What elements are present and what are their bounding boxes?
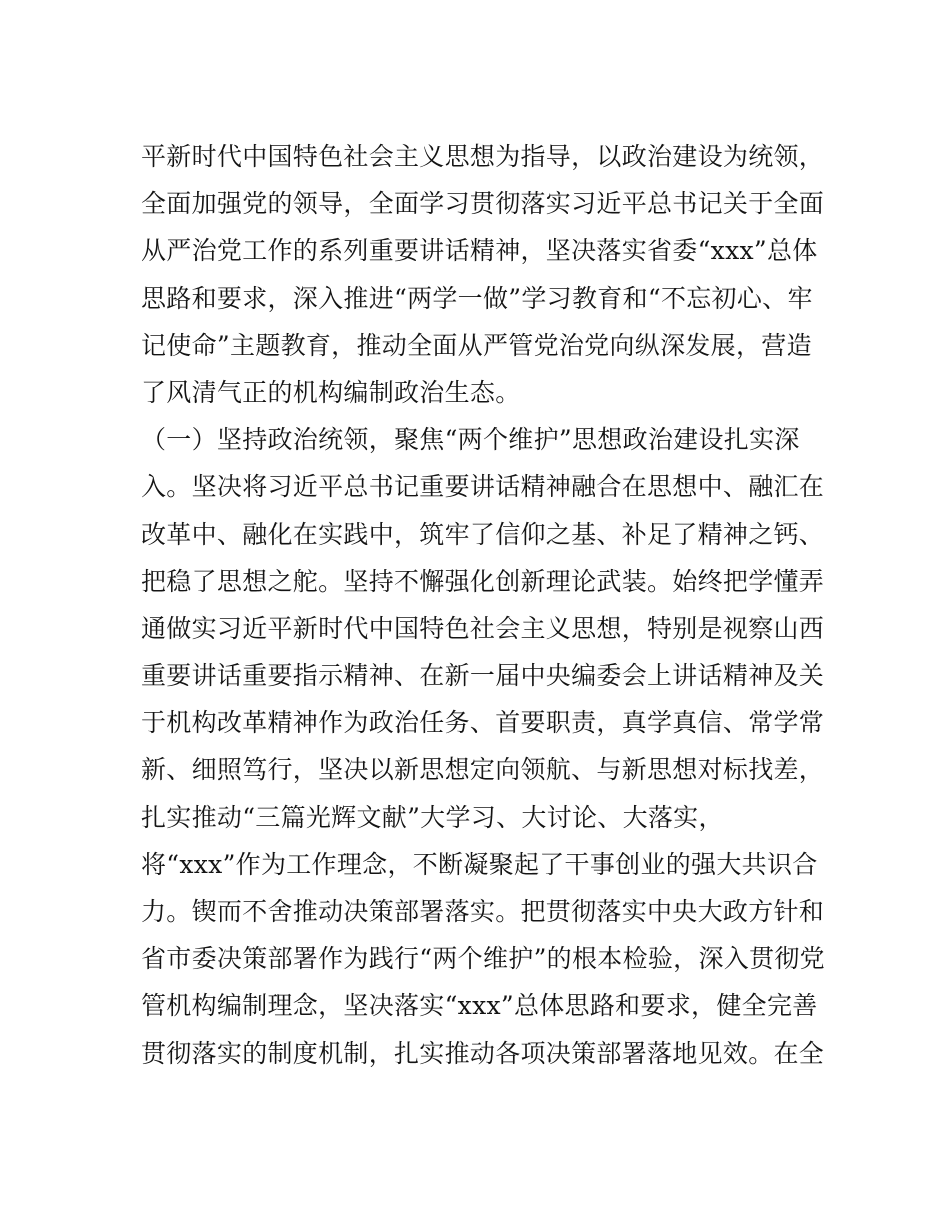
text-line: 新、细照笃行，坚决以新思想定向领航、与新思想对标找差， xyxy=(141,755,825,785)
text-line: 省市委决策部署作为践行“两个维护”的根本检验，深入贯彻党 xyxy=(141,944,825,974)
text-line: 于机构改革精神作为政治任务、首要职责，真学真信、常学常 xyxy=(141,708,825,738)
text-line: 全面加强党的领导，全面学习贯彻落实习近平总书记关于全面 xyxy=(141,189,825,219)
text-line: 改革中、融化在实践中，筑牢了信仰之基、补足了精神之钙、 xyxy=(141,519,825,549)
text-line: 了风清气正的机构编制政治生态。 xyxy=(141,377,521,407)
text-line: 扎实推动“三篇光辉文献”大学习、大讨论、大落实， xyxy=(141,802,724,832)
text-line: 重要讲话重要指示精神、在新一届中央编委会上讲话精神及关 xyxy=(141,661,825,691)
text-line: 思路和要求，深入推进“两学一做”学习教育和“不忘初心、牢 xyxy=(141,283,813,313)
text-line: 管机构编制理念，坚决落实“xxx”总体思路和要求，健全完善 xyxy=(141,991,818,1021)
text-line: 把稳了思想之舵。坚持不懈强化创新理论武装。始终把学懂弄 xyxy=(141,566,825,596)
text-line: 通做实习近平新时代中国特色社会主义思想，特别是视察山西 xyxy=(141,613,825,643)
text-line: 贯彻落实的制度机制，扎实推动各项决策部署落地见效。在全 xyxy=(141,1038,825,1068)
body-text xyxy=(141,133,831,1077)
text-line: 力。锲而不舍推动决策部署落实。把贯彻落实中央大政方针和 xyxy=(141,897,825,926)
text-line: 平新时代中国特色社会主义思想为指导，以政治建设为统领， xyxy=(141,142,825,171)
text-line: 记使命”主题教育，推动全面从严管党治党向纵深发展，营造 xyxy=(141,330,812,360)
text-line: 将“xxx”作为工作理念，不断凝聚起了干事创业的强大共识合 xyxy=(141,849,818,879)
text-line: 入。坚决将习近平总书记重要讲话精神融合在思想中、融汇在 xyxy=(141,472,825,502)
text-line: 从严治党工作的系列重要讲话精神，坚决落实省委“xxx”总体 xyxy=(141,236,818,266)
section-heading-line: （一）坚持政治统领，聚焦“两个维护”思想政治建设扎实深 xyxy=(141,425,800,455)
